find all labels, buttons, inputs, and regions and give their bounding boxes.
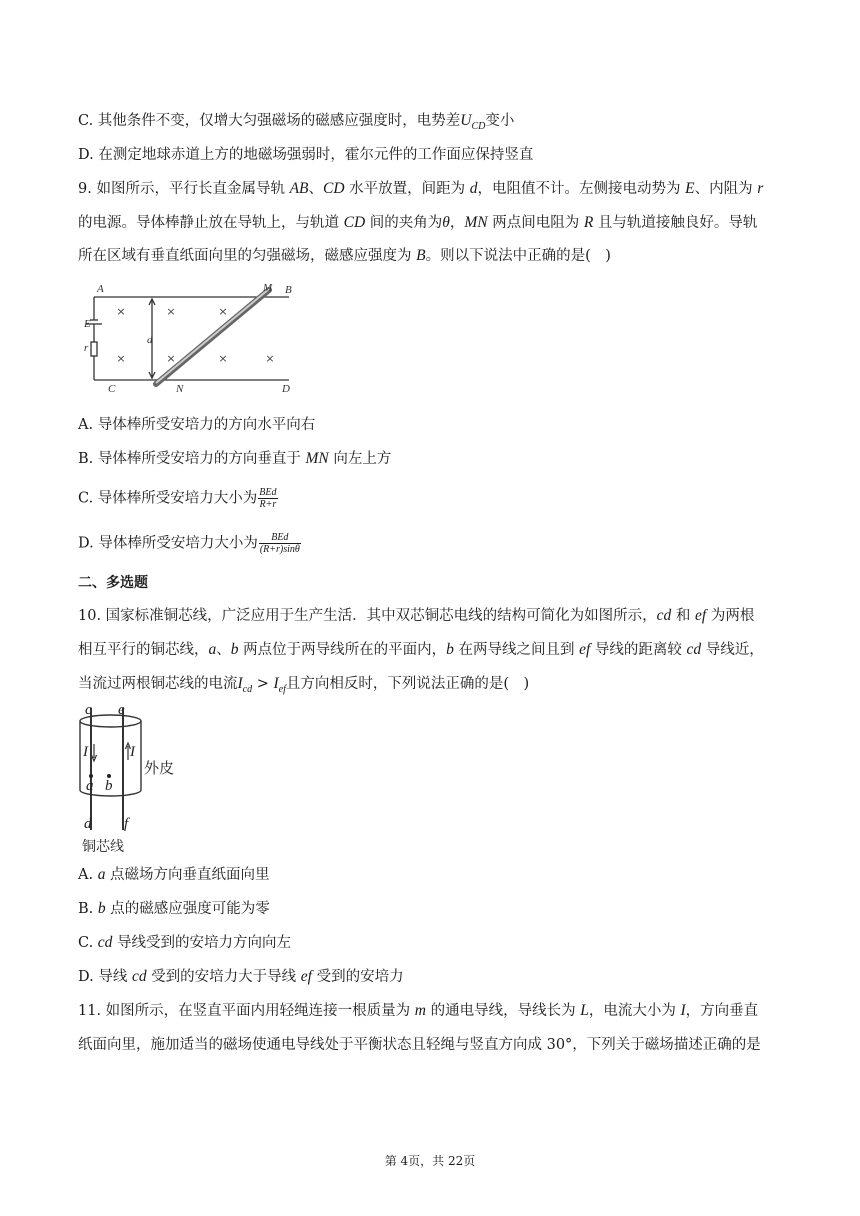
label-copper-core: 铜芯线 (82, 839, 124, 855)
label-outer-sheath: 外皮 (144, 759, 175, 777)
label-d-point: D (282, 383, 290, 395)
field-cross: × (166, 352, 176, 365)
q10-cable-diagram (78, 700, 188, 860)
field-cross: × (166, 305, 176, 318)
fraction: $\frac{\text{BEd}}{R+r}$ (259, 487, 277, 510)
q10-stem-line2: 相互平行的铜芯线，a、b 两点位于两导线所在的平面内，b 在两导线之间且到 ef 导线的距离较 cd 导线近， (78, 641, 764, 658)
q10-option-c: C. cd 导线受到的安培力方向向左 (78, 934, 292, 951)
label-f: f (124, 816, 129, 832)
label-current-cd: I (83, 744, 88, 760)
label-e: e (118, 702, 125, 718)
q9-stem-line2: 的电源。导体棒静止放在导轨上，与轨道 CD 间的夹角为θ，MN 两点间电阻为 R 且与轨道接触良好。导轨 (78, 214, 758, 231)
label-c: c (85, 702, 92, 718)
q9-option-d: D. 导体棒所受安培力大小为 $\frac{\text{BEd}}{(R+r)\sin\theta}$ (78, 532, 300, 555)
label-d: d (147, 334, 153, 346)
q9-option-b: B. 导体棒所受安培力的方向垂直于 MN 向左上方 (78, 450, 392, 467)
q9-option-a: A. 导体棒所受安培力的方向水平向右 (78, 417, 316, 433)
label-current-ef: I (130, 744, 135, 760)
field-cross: × (265, 352, 275, 365)
label-c: C (108, 383, 116, 395)
q9-option-c: C. 导体棒所受安培力大小为 $\frac{\text{BEd}}{R+r}$ (78, 487, 277, 510)
q8-option-c: C. 其他条件不变，仅增大匀强磁场的磁感应强度时，电势差$U_{CD}$变小 (78, 112, 515, 132)
field-cross: × (218, 352, 228, 365)
label-r: r (84, 342, 89, 354)
q9-rail-diagram (80, 280, 305, 398)
q10-stem-line1: 10. 国家标准铜芯线，广泛应用于生产生活．其中双芯铜芯电线的结构可简化为如图所示，cd 和 ef 为两根 (78, 607, 755, 624)
q9-stem-line3: 所在区域有垂直纸面向里的匀强磁场，磁感应强度为 B。则以下说法中正确的是( ) (78, 247, 611, 264)
q8-option-d: D. 在测定地球赤道上方的地磁场强弱时，霍尔元件的工作面应保持竖直 (78, 147, 534, 163)
q10-option-b: B. b 点的磁感应强度可能为零 (78, 900, 270, 917)
q10-stem-line3: 当流过两根铜芯线的电流$I_{cd} > I_{ef}$且方向相反时，下列说法正确的是( ) (78, 675, 530, 695)
label-a: A (97, 283, 104, 295)
label-d: d (84, 816, 92, 832)
label-b: B (285, 284, 292, 296)
label-n: N (176, 383, 184, 395)
label-m: M (263, 282, 273, 294)
label-a: a (86, 778, 94, 794)
label-b: b (105, 778, 113, 794)
page-footer: 第 4页，共 22页 (384, 1154, 476, 1168)
internal-resistor (91, 342, 97, 356)
q10-option-d: D. 导线 cd 受到的安培力大于导线 ef 受到的安培力 (78, 968, 404, 985)
field-cross: × (116, 305, 126, 318)
field-cross: × (116, 352, 126, 365)
section-heading: 二、多选题 (78, 575, 148, 591)
q9-stem-line1: 9. 如图所示，平行长直金属导轨 AB、CD 水平放置，间距为 d，电阻值不计。左侧接电动势为 E、内阻为 r (78, 180, 764, 197)
field-cross: × (218, 305, 228, 318)
q11-stem-line2: 纸面向里，施加适当的磁场使通电导线处于平衡状态且轻绳与竖直方向成 30°，下列关于磁场描述正确的是 (78, 1037, 761, 1053)
q10-option-a: A. a 点磁场方向垂直纸面向里 (78, 866, 270, 883)
fraction: $\frac{\text{BEd}}{(R+r)\sin\theta}$ (259, 532, 300, 555)
q11-stem-line1: 11. 如图所示，在竖直平面内用轻绳连接一根质量为 m 的通电导线，导线长为 L，电流大小为 I，方向垂直 (78, 1002, 759, 1019)
label-e: E (84, 318, 91, 330)
